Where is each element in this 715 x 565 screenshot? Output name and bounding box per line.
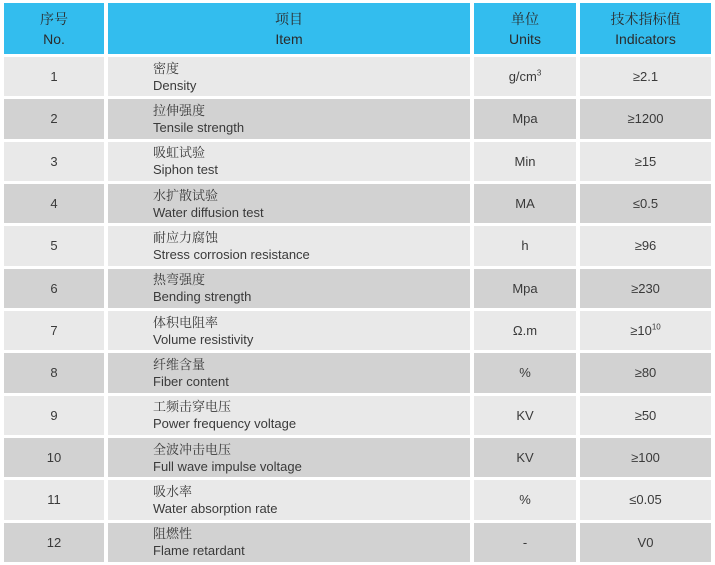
indicator-text: ≥96 [634,238,657,254]
item-name-en: Volume resistivity [153,331,254,347]
column-header-units-zh: 单位 [511,10,539,27]
unit-cell [474,57,576,96]
table-row [4,184,711,223]
unit-text: Mpa [512,111,538,127]
item-cell [108,523,470,562]
unit-cell [474,523,576,562]
column-header-indicators [580,3,711,54]
item-cell [108,396,470,435]
indicator-superscript: 10 [651,322,661,332]
indicator-cell [580,311,711,350]
item-name-en: Bending strength [153,289,252,305]
indicator-text: ≥1200 [627,111,664,127]
item-name-zh: 耐应力腐蚀 [153,229,219,245]
unit-cell [474,480,576,519]
row-number-cell: 5 [4,226,104,265]
column-header-no-zh: 序号 [40,10,68,27]
table-row [4,480,711,519]
row-number-cell: 4 [4,184,104,223]
item-name-en: Water diffusion test [153,204,264,220]
column-header-no [4,3,104,54]
item-name-en: Density [153,77,197,93]
item-name-en: Stress corrosion resistance [153,246,310,262]
row-number-cell: 8 [4,353,104,392]
unit-cell [474,353,576,392]
row-number-cell: 3 [4,142,104,181]
item-name-zh: 工频击穿电压 [153,399,232,415]
item-name-en: Siphon test [153,162,219,178]
indicator-cell [580,226,711,265]
unit-text: Ω.m [512,323,538,339]
indicator-cell [580,438,711,477]
item-name-zh: 纤维含量 [153,356,206,372]
table-row [4,396,711,435]
indicator-text: ≤0.5 [632,196,659,212]
item-cell [108,480,470,519]
indicator-text: ≥80 [634,365,657,381]
item-name-en: Power frequency voltage [153,416,297,432]
indicator-cell [580,396,711,435]
unit-text: % [519,365,531,381]
table-body [4,57,711,562]
row-number-cell: 2 [4,99,104,138]
item-name-zh: 拉伸强度 [153,102,206,118]
unit-text: h [521,238,529,254]
table-row [4,99,711,138]
indicator-text: ≥2.1 [632,69,659,85]
indicator-text: ≤0.05 [629,492,662,508]
table-row [4,226,711,265]
indicator-text: ≥50 [634,407,657,423]
item-name-en: Flame retardant [153,543,245,559]
item-name-en: Tensile strength [153,119,245,135]
item-name-zh: 热弯强度 [153,272,206,288]
unit-text: Mpa [512,280,538,296]
item-cell [108,57,470,96]
item-cell [108,311,470,350]
column-header-item-zh: 项目 [275,10,303,27]
indicator-cell [580,57,711,96]
indicator-cell [580,142,711,181]
indicator-cell [580,480,711,519]
row-number-cell: 6 [4,269,104,308]
item-cell [108,99,470,138]
item-name-en: Water absorption rate [153,500,278,516]
unit-cell [474,184,576,223]
item-cell [108,226,470,265]
unit-text: KV [516,407,534,423]
column-header-units [474,3,576,54]
unit-cell [474,311,576,350]
item-name-zh: 全波冲击电压 [153,441,232,457]
row-number-cell: 11 [4,480,104,519]
item-name-en: Full wave impulse voltage [153,458,302,474]
row-number-cell: 1 [4,57,104,96]
unit-text: MA [515,196,535,212]
header-row [4,3,711,54]
row-number-cell: 7 [4,311,104,350]
item-name-en: Fiber content [153,373,229,389]
item-cell [108,353,470,392]
item-name-zh: 阻燃性 [153,526,193,542]
indicator-cell [580,184,711,223]
indicator-cell [580,523,711,562]
unit-cell [474,99,576,138]
unit-text: - [522,534,528,550]
item-name-zh: 吸虹试验 [153,145,206,161]
table-row [4,269,711,308]
unit-text: % [519,492,531,508]
item-name-zh: 水扩散试验 [153,187,219,203]
column-header-units-en: Units [509,30,541,47]
column-header-item-en: Item [275,30,303,47]
row-number-cell: 12 [4,523,104,562]
indicator-cell [580,99,711,138]
indicator-cell [580,353,711,392]
column-header-indicators-zh: 技术指标值 [610,10,681,27]
unit-cell [474,142,576,181]
unit-superscript: 3 [536,68,542,78]
indicator-text: V0 [637,534,654,550]
unit-cell [474,269,576,308]
item-name-zh: 吸水率 [153,483,193,499]
table-header [4,3,711,54]
item-cell [108,269,470,308]
table-row [4,142,711,181]
indicator-text: ≥230 [631,280,660,296]
column-header-indicators-en: Indicators [615,30,676,47]
item-name-zh: 密度 [153,60,180,76]
unit-text: Min [514,153,536,169]
column-header-item [108,3,470,54]
row-number-cell: 10 [4,438,104,477]
unit-text: g/cm [508,69,537,85]
item-name-zh: 体积电阻率 [153,314,219,330]
table-row [4,353,711,392]
unit-cell [474,438,576,477]
indicator-text: ≥10 [630,323,652,339]
table-row [4,57,711,96]
indicator-cell [580,269,711,308]
unit-cell [474,226,576,265]
indicator-text: ≥15 [634,153,657,169]
row-number-cell: 9 [4,396,104,435]
item-cell [108,142,470,181]
table-row [4,523,711,562]
table-row [4,438,711,477]
unit-cell [474,396,576,435]
item-cell [108,184,470,223]
item-cell [108,438,470,477]
column-header-no-en: No. [43,30,65,47]
table-row [4,311,711,350]
unit-text: KV [516,450,534,466]
indicator-text: ≥100 [631,450,660,466]
